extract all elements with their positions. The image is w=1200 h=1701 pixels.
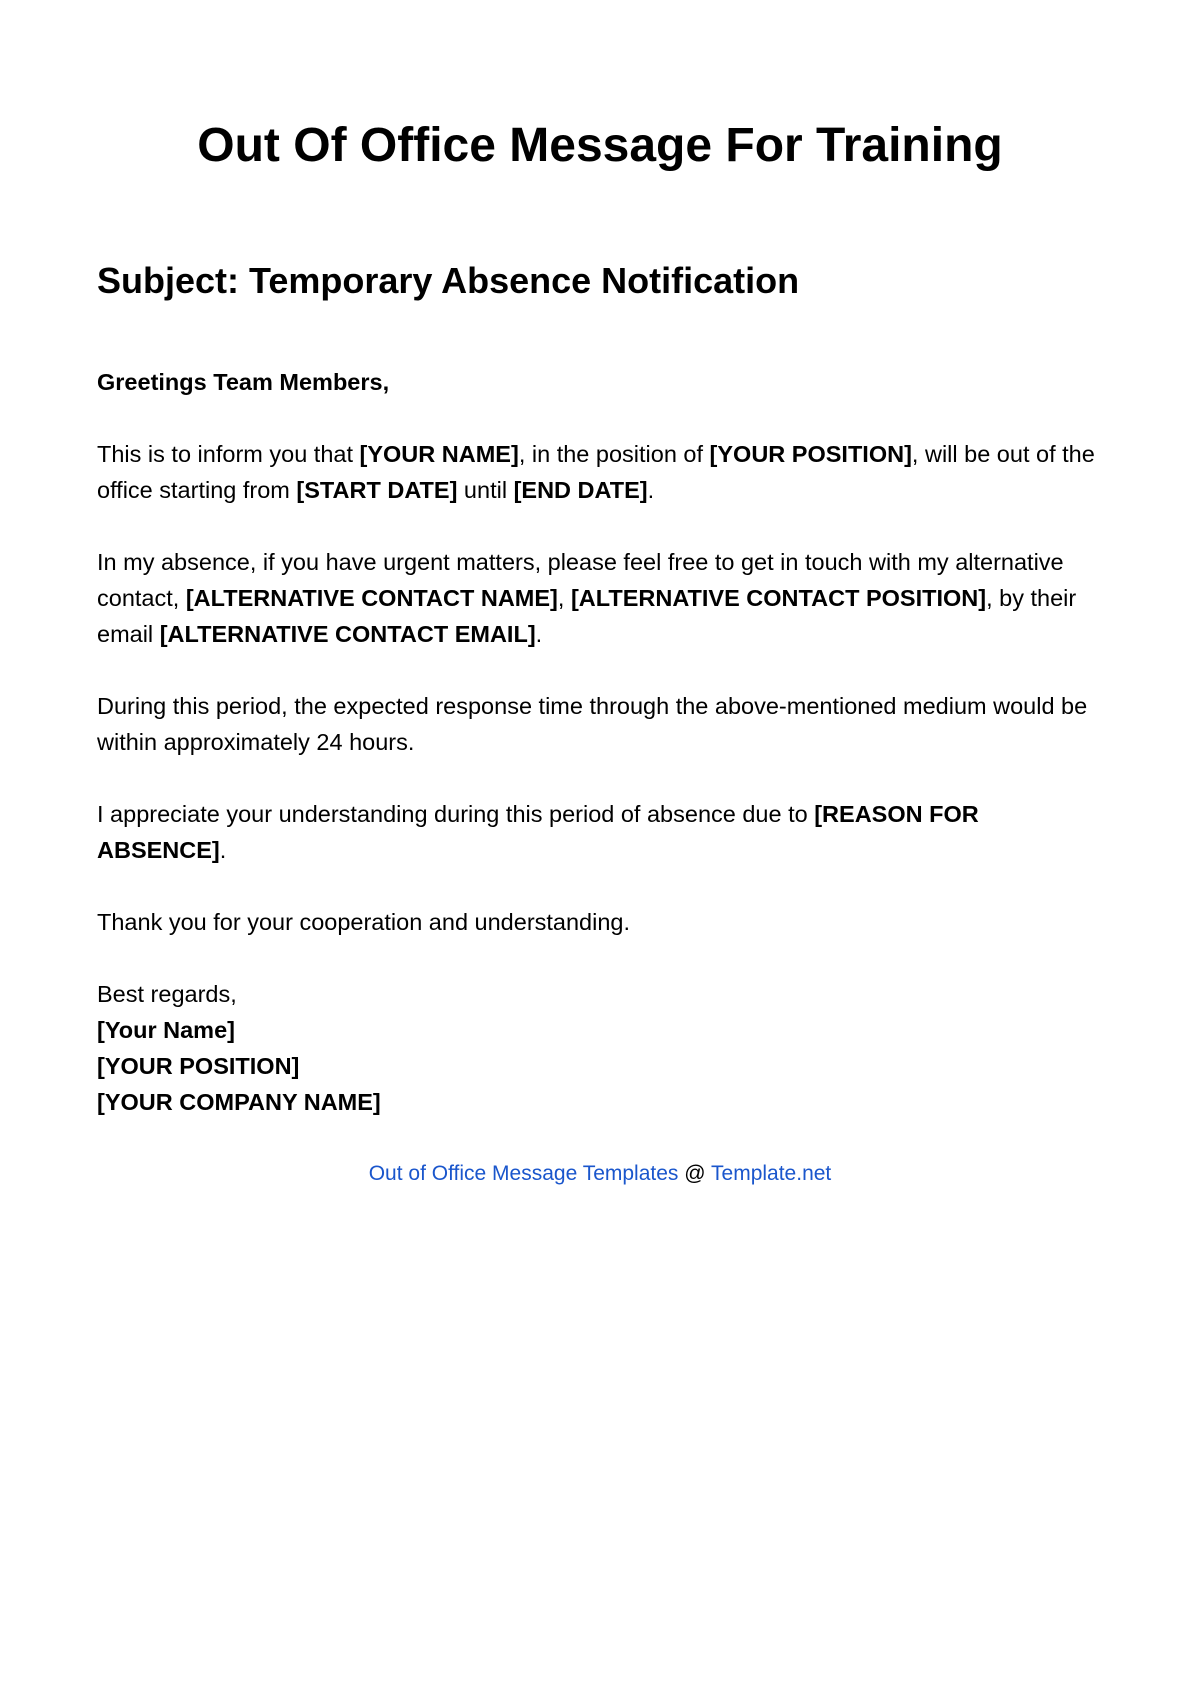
- signature-company: [97, 1084, 1097, 1120]
- text-segment: .: [219, 837, 227, 863]
- paragraph-alternative-contact: [97, 544, 1097, 652]
- text-segment: , by their email: [97, 585, 1077, 647]
- text-segment: ,: [557, 585, 571, 611]
- placeholder-reason: [REASON FOR ABSENCE]: [97, 801, 979, 863]
- text-segment: until: [457, 477, 514, 503]
- placeholder-signature-company: [YOUR COMPANY NAME]: [97, 1089, 381, 1115]
- placeholder-signature-name: [Your Name]: [97, 1017, 235, 1043]
- placeholder-alt-contact-name: [ALTERNATIVE CONTACT NAME]: [185, 585, 558, 611]
- paragraph-absence-info: [97, 436, 1097, 508]
- text-segment: This is to inform you that: [97, 441, 360, 467]
- placeholder-signature-position: [YOUR POSITION]: [97, 1053, 300, 1079]
- text-segment: I appreciate your understanding during this period of absence due to: [97, 801, 815, 827]
- document-title: Out Of Office Message For Training: [197, 119, 1003, 172]
- placeholder-your-position: [YOUR POSITION]: [709, 441, 912, 467]
- footer-separator: @: [678, 1162, 712, 1185]
- placeholder-start-date: [START DATE]: [296, 477, 458, 503]
- placeholder-end-date: [END DATE]: [513, 477, 648, 503]
- placeholder-alt-contact-email: [ALTERNATIVE CONTACT EMAIL]: [159, 621, 536, 647]
- text-segment: In my absence, if you have urgent matters, please feel free to get in touch with my alternative contact,: [97, 549, 1064, 611]
- signature-position: [97, 1048, 1097, 1084]
- text-segment: , in the position of: [518, 441, 710, 467]
- paragraph-reason: [97, 796, 1097, 868]
- placeholder-alt-contact-position: [ALTERNATIVE CONTACT POSITION]: [570, 585, 987, 611]
- subject-heading: Subject: Temporary Absence Notification: [97, 260, 800, 301]
- signature-block: [97, 976, 1097, 1120]
- text-segment: , will be out of the office starting from: [97, 441, 1095, 503]
- paragraph-thanks: Thank you for your cooperation and understanding.: [97, 909, 631, 935]
- templates-link[interactable]: Out of Office Message Templates: [368, 1162, 679, 1185]
- signature-name: [97, 1012, 1097, 1048]
- template-net-link[interactable]: Template.net: [711, 1162, 832, 1185]
- closing-regards: Best regards,: [97, 981, 237, 1007]
- text-segment: .: [535, 621, 543, 647]
- footer-credit: [0, 1160, 1200, 1188]
- paragraph-response-time: During this period, the expected response time through the above-mentioned medium would be within approximately 24 hours.: [97, 693, 1088, 755]
- text-segment: .: [647, 477, 655, 503]
- greeting: Greetings Team Members,: [97, 369, 390, 395]
- placeholder-your-name: [YOUR NAME]: [359, 441, 519, 467]
